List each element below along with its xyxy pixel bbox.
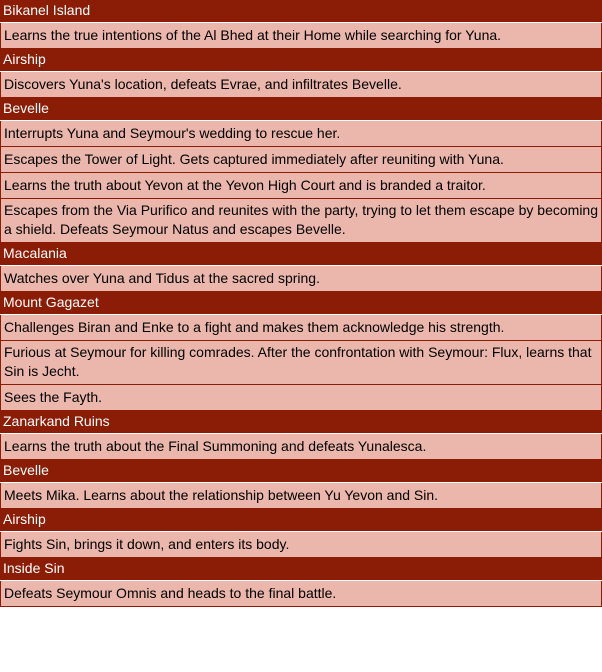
event-description: Meets Mika. Learns about the relationship between Yu Yevon and Sin.	[0, 483, 602, 509]
location-header-row	[0, 49, 602, 72]
location-header: Macalania	[0, 243, 602, 266]
location-header: Zanarkand Ruins	[0, 411, 602, 434]
event-row	[0, 434, 602, 460]
event-row	[0, 483, 602, 509]
event-row	[0, 23, 602, 49]
event-description: Escapes from the Via Purifico and reunites with the party, trying to let them escape by becoming a shield. Defeats Seymour Natus and escapes Bevelle.	[0, 199, 602, 243]
location-header-row	[0, 292, 602, 315]
location-header: Bikanel Island	[0, 0, 602, 23]
location-header: Airship	[0, 509, 602, 532]
event-description: Defeats Seymour Omnis and heads to the final battle.	[0, 581, 602, 607]
location-header-row	[0, 509, 602, 532]
event-description: Sees the Fayth.	[0, 385, 602, 411]
event-row	[0, 315, 602, 341]
location-header: Bevelle	[0, 460, 602, 483]
event-description: Learns the truth about the Final Summoning and defeats Yunalesca.	[0, 434, 602, 460]
location-header-row	[0, 98, 602, 121]
event-description: Learns the truth about Yevon at the Yevon High Court and is branded a traitor.	[0, 173, 602, 199]
event-description: Watches over Yuna and Tidus at the sacred spring.	[0, 266, 602, 292]
event-row	[0, 72, 602, 98]
event-row	[0, 385, 602, 411]
event-description: Furious at Seymour for killing comrades. After the confrontation with Seymour: Flux, learns that Sin is Jecht.	[0, 341, 602, 385]
event-row	[0, 121, 602, 147]
location-header-row	[0, 243, 602, 266]
location-header-row	[0, 0, 602, 23]
location-header-row	[0, 411, 602, 434]
event-row	[0, 266, 602, 292]
event-row	[0, 581, 602, 607]
event-description: Learns the true intentions of the Al Bhed at their Home while searching for Yuna.	[0, 23, 602, 49]
location-header-row	[0, 558, 602, 581]
event-row	[0, 173, 602, 199]
event-row	[0, 341, 602, 385]
event-description: Escapes the Tower of Light. Gets captured immediately after reuniting with Yuna.	[0, 147, 602, 173]
location-header: Airship	[0, 49, 602, 72]
event-description: Fights Sin, brings it down, and enters its body.	[0, 532, 602, 558]
location-header: Inside Sin	[0, 558, 602, 581]
location-header: Bevelle	[0, 98, 602, 121]
event-row	[0, 532, 602, 558]
event-description: Interrupts Yuna and Seymour's wedding to rescue her.	[0, 121, 602, 147]
event-row	[0, 147, 602, 173]
event-description: Challenges Biran and Enke to a fight and makes them acknowledge his strength.	[0, 315, 602, 341]
location-header-row	[0, 460, 602, 483]
location-header: Mount Gagazet	[0, 292, 602, 315]
event-description: Discovers Yuna's location, defeats Evrae, and infiltrates Bevelle.	[0, 72, 602, 98]
event-row	[0, 199, 602, 243]
